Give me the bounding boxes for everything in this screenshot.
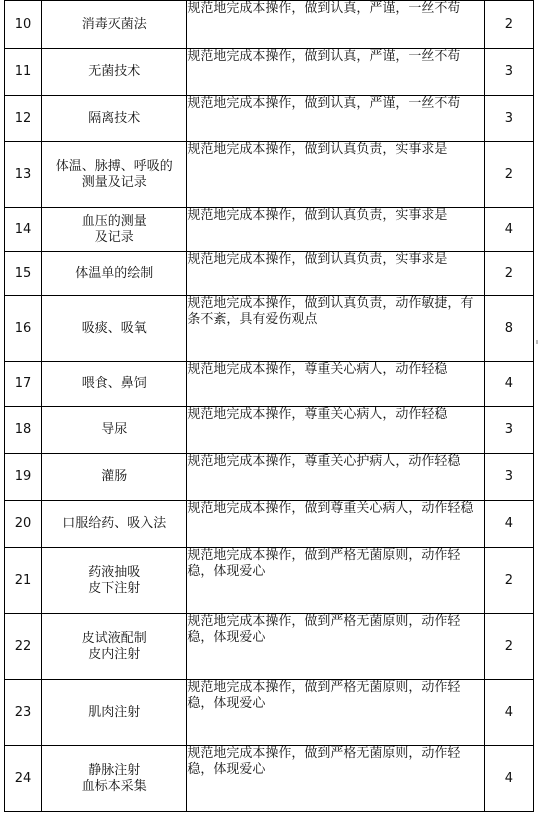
skill-name-cell <box>42 208 187 252</box>
row-number: 18 <box>5 407 42 454</box>
hours-value: 3 <box>484 407 533 454</box>
requirement-text: 规范地完成本操作，尊重关心病人，动作轻稳 <box>187 407 485 454</box>
skill-name: 体温单的绘制 <box>75 265 154 281</box>
skill-name: 灌肠 <box>101 469 128 484</box>
row-number: 14 <box>5 208 42 252</box>
row-number: 10 <box>5 1 42 49</box>
table-row <box>5 501 534 548</box>
row-number: 15 <box>5 252 42 296</box>
skill-name: 血标本采集 <box>81 778 147 794</box>
hours-value: 2 <box>484 252 533 296</box>
skill-name: 皮内注射 <box>88 646 141 662</box>
hours-value: 2 <box>484 614 533 680</box>
skill-name: 体温、脉搏、呼吸的 <box>55 158 173 174</box>
row-number: 13 <box>5 142 42 208</box>
skill-name: 及记录 <box>94 229 134 245</box>
hours-value: 8 <box>484 296 533 362</box>
skills-table-body <box>5 1 534 812</box>
row-number: 17 <box>5 362 42 407</box>
skill-name: 消毒灭菌法 <box>81 16 147 32</box>
skill-name: 吸痰、吸氧 <box>81 320 147 336</box>
requirement-text: 规范地完成本操作，做到认真，严谨，一丝不苟 <box>187 1 485 49</box>
requirement-text: 规范地完成本操作，尊重关心护病人，动作轻稳 <box>187 454 485 501</box>
table-row <box>5 614 534 680</box>
table-row <box>5 454 534 501</box>
requirement-text: 规范地完成本操作，尊重关心病人，动作轻稳 <box>187 362 485 407</box>
skill-name: 测量及记录 <box>81 174 147 190</box>
table-row <box>5 362 534 407</box>
row-number: 22 <box>5 614 42 680</box>
hours-value: 4 <box>484 501 533 548</box>
hours-value: 3 <box>484 96 533 142</box>
requirement-text: 规范地完成本操作，做到认真负责，动作敏捷，有条不紊，具有爱伤观点 <box>187 296 485 362</box>
row-number: 12 <box>5 96 42 142</box>
hours-value: 2 <box>484 142 533 208</box>
skill-name-cell <box>42 548 187 614</box>
skill-name: 导尿 <box>101 422 128 437</box>
skill-name: 无菌技术 <box>88 64 141 79</box>
row-number: 24 <box>5 746 42 812</box>
requirement-text: 规范地完成本操作，做到严格无菌原则，动作轻稳，体现爱心 <box>187 614 485 680</box>
requirement-text: 规范地完成本操作，做到认真，严谨，一丝不苟 <box>187 96 485 142</box>
skill-name-cell <box>42 49 187 96</box>
hours-value: 2 <box>484 1 533 49</box>
skill-name-cell <box>42 252 187 296</box>
skill-name-cell <box>42 296 187 362</box>
skill-name-cell <box>42 614 187 680</box>
hours-value: 4 <box>484 208 533 252</box>
skill-name-cell <box>42 407 187 454</box>
hours-value: 2 <box>484 548 533 614</box>
edge-mark <box>536 340 538 344</box>
skill-name-cell <box>42 454 187 501</box>
table-row <box>5 96 534 142</box>
requirement-text: 规范地完成本操作，做到严格无菌原则，动作轻稳，体现爱心 <box>187 548 485 614</box>
skill-name-cell <box>42 1 187 49</box>
table-row <box>5 548 534 614</box>
row-number: 20 <box>5 501 42 548</box>
row-number: 11 <box>5 49 42 96</box>
requirement-text: 规范地完成本操作，做到严格无菌原则，动作轻稳，体现爱心 <box>187 680 485 746</box>
skill-name-cell <box>42 96 187 142</box>
table-row <box>5 142 534 208</box>
row-number: 23 <box>5 680 42 746</box>
skill-name-cell <box>42 746 187 812</box>
table-row <box>5 208 534 252</box>
table-row <box>5 296 534 362</box>
hours-value: 4 <box>484 680 533 746</box>
table-row <box>5 746 534 812</box>
requirement-text: 规范地完成本操作，做到尊重关心病人，动作轻稳 <box>187 501 485 548</box>
skill-name: 药液抽吸 <box>88 564 141 580</box>
hours-value: 3 <box>484 454 533 501</box>
skill-name-cell <box>42 362 187 407</box>
skill-name: 口服给药、吸入法 <box>62 516 167 531</box>
skill-name: 皮试液配制 <box>81 630 147 646</box>
requirement-text: 规范地完成本操作，做到严格无菌原则，动作轻稳，体现爱心 <box>187 746 485 812</box>
skills-table <box>4 0 534 812</box>
skill-name-cell <box>42 142 187 208</box>
skill-name: 静脉注射 <box>88 762 141 778</box>
skill-name-cell <box>42 680 187 746</box>
skill-name: 肌肉注射 <box>88 704 141 720</box>
table-row <box>5 680 534 746</box>
skill-name: 血压的测量 <box>81 213 147 229</box>
requirement-text: 规范地完成本操作，做到认真负责，实事求是 <box>187 252 485 296</box>
requirement-text: 规范地完成本操作，做到认真负责，实事求是 <box>187 208 485 252</box>
table-row <box>5 49 534 96</box>
row-number: 21 <box>5 548 42 614</box>
hours-value: 4 <box>484 746 533 812</box>
hours-value: 4 <box>484 362 533 407</box>
skill-name: 隔离技术 <box>88 110 141 126</box>
table-row <box>5 1 534 49</box>
skill-name: 皮下注射 <box>88 580 141 596</box>
row-number: 16 <box>5 296 42 362</box>
table-row <box>5 252 534 296</box>
skill-name: 喂食、鼻饲 <box>81 376 147 391</box>
skill-name-cell <box>42 501 187 548</box>
table-row <box>5 407 534 454</box>
requirement-text: 规范地完成本操作，做到认真，严谨，一丝不苟 <box>187 49 485 96</box>
row-number: 19 <box>5 454 42 501</box>
requirement-text: 规范地完成本操作，做到认真负责，实事求是 <box>187 142 485 208</box>
hours-value: 3 <box>484 49 533 96</box>
